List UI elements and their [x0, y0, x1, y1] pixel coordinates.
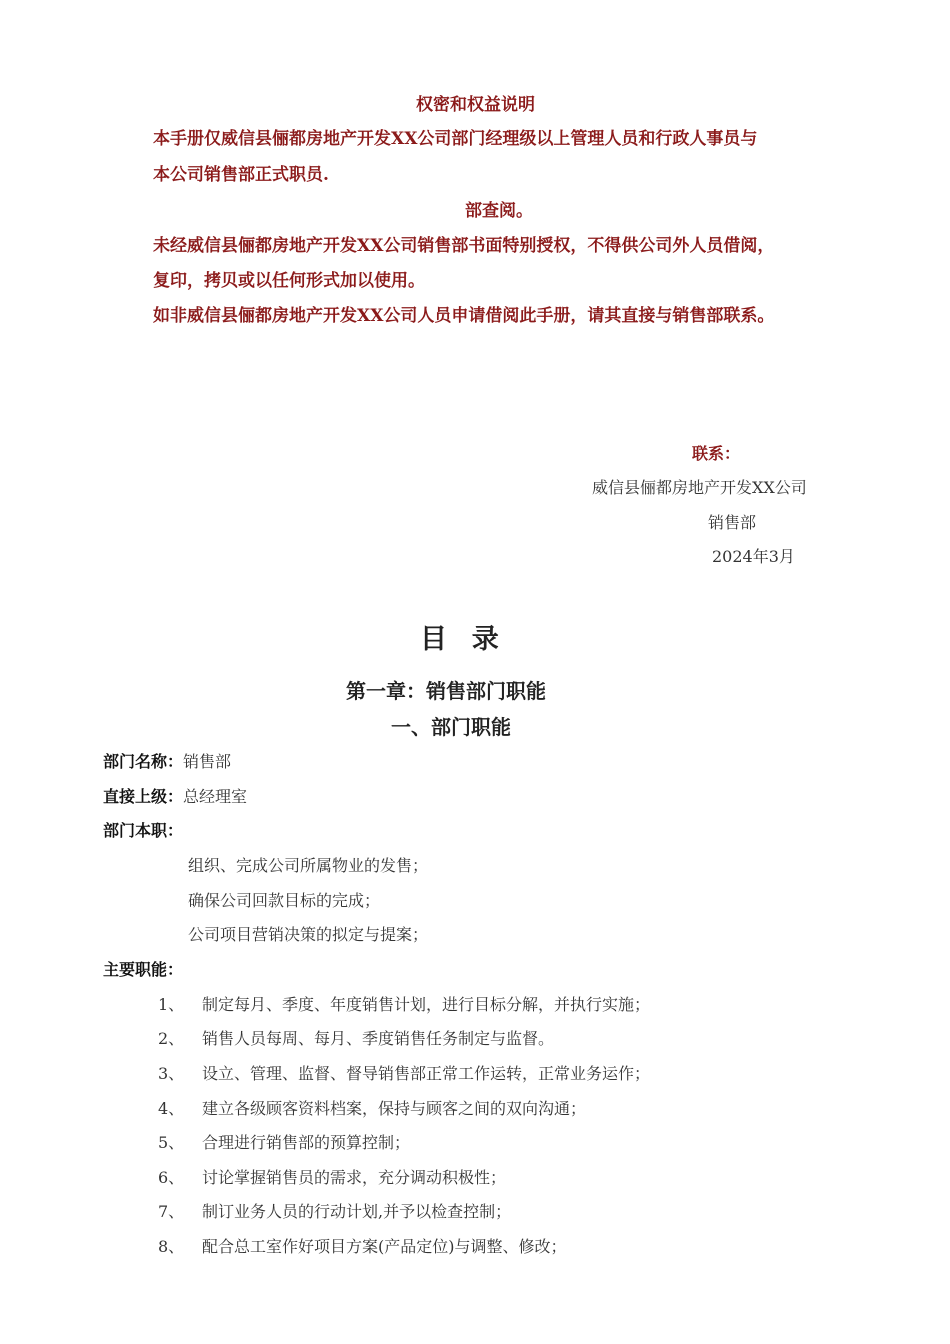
function-item: [158, 1199, 511, 1222]
main-functions-row: [103, 957, 183, 980]
function-text: 制定每月、季度、年度销售计划，进行目标分解，并执行实施；: [202, 995, 651, 1014]
chapter-heading: 第一章：销售部门职能: [346, 679, 546, 703]
function-item: [158, 1061, 650, 1084]
function-number: 2、: [158, 1029, 185, 1048]
duty-item: 公司项目营销决策的拟定与提案；: [188, 925, 429, 944]
function-item: [158, 1096, 586, 1119]
contact-label: 联系：: [692, 444, 741, 463]
main-functions-label: 主要职能：: [103, 960, 184, 979]
duty-item: 确保公司回款目标的完成；: [188, 891, 381, 910]
function-number: 8、: [158, 1237, 185, 1256]
dept-name-label: 部门名称：: [103, 752, 184, 771]
section-heading: 一、部门职能: [391, 715, 511, 739]
function-text: 销售人员每周、每月、季度销售任务制定与监督。: [202, 1029, 555, 1048]
notice-line-5: 复印，拷贝或以任何形式加以使用。: [153, 271, 425, 291]
function-number: 3、: [158, 1064, 185, 1083]
function-text: 建立各级顾客资料档案，保持与顾客之间的双向沟通；: [202, 1099, 587, 1118]
function-number: 7、: [158, 1202, 185, 1221]
function-text: 讨论掌握销售员的需求，充分调动积极性；: [202, 1168, 507, 1187]
superior-value: 总经理室: [183, 787, 248, 806]
contact-dept: 销售部: [708, 513, 757, 532]
contact-company: 威信县俪都房地产开发XX公司: [592, 478, 807, 497]
superior-label: 直接上级：: [103, 787, 184, 806]
function-text: 设立、管理、监督、督导销售部正常工作运转，正常业务运作；: [202, 1064, 651, 1083]
dept-name-value: 销售部: [183, 752, 232, 771]
notice-title: 权密和权益说明: [416, 95, 535, 115]
function-number: 4、: [158, 1099, 185, 1118]
dept-name-row: [103, 749, 231, 772]
toc-title: 目 录: [420, 624, 501, 655]
superior-row: [103, 784, 247, 807]
duty-row: [103, 818, 183, 841]
function-item: [158, 1165, 506, 1188]
notice-line-3: 部查阅。: [465, 201, 533, 221]
contact-date: 2024年3月: [712, 547, 795, 566]
function-text: 配合总工室作好项目方案(产品定位)与调整、修改；: [202, 1237, 567, 1256]
function-number: 1、: [158, 995, 185, 1014]
function-number: 5、: [158, 1133, 185, 1152]
function-item: [158, 992, 650, 1015]
duty-label: 部门本职：: [103, 821, 184, 840]
function-text: 合理进行销售部的预算控制；: [202, 1133, 411, 1152]
function-item: [158, 1130, 410, 1153]
notice-line-6: 如非威信县俪都房地产开发XX公司人员申请借阅此手册，请其直接与销售部联系。: [153, 306, 775, 326]
function-item: [158, 1026, 554, 1049]
function-item: [158, 1234, 567, 1257]
function-number: 6、: [158, 1168, 185, 1187]
notice-line-1: 本手册仅威信县俪都房地产开发XX公司部门经理级以上管理人员和行政人事员与: [153, 129, 758, 149]
function-text: 制订业务人员的行动计划,并予以检查控制；: [202, 1202, 512, 1221]
notice-line-4: 未经威信县俪都房地产开发XX公司销售部书面特别授权，不得供公司外人员借阅，: [153, 236, 775, 256]
notice-line-2: 本公司销售部正式职员.: [153, 165, 329, 185]
duty-item: 组织、完成公司所属物业的发售；: [188, 856, 429, 875]
